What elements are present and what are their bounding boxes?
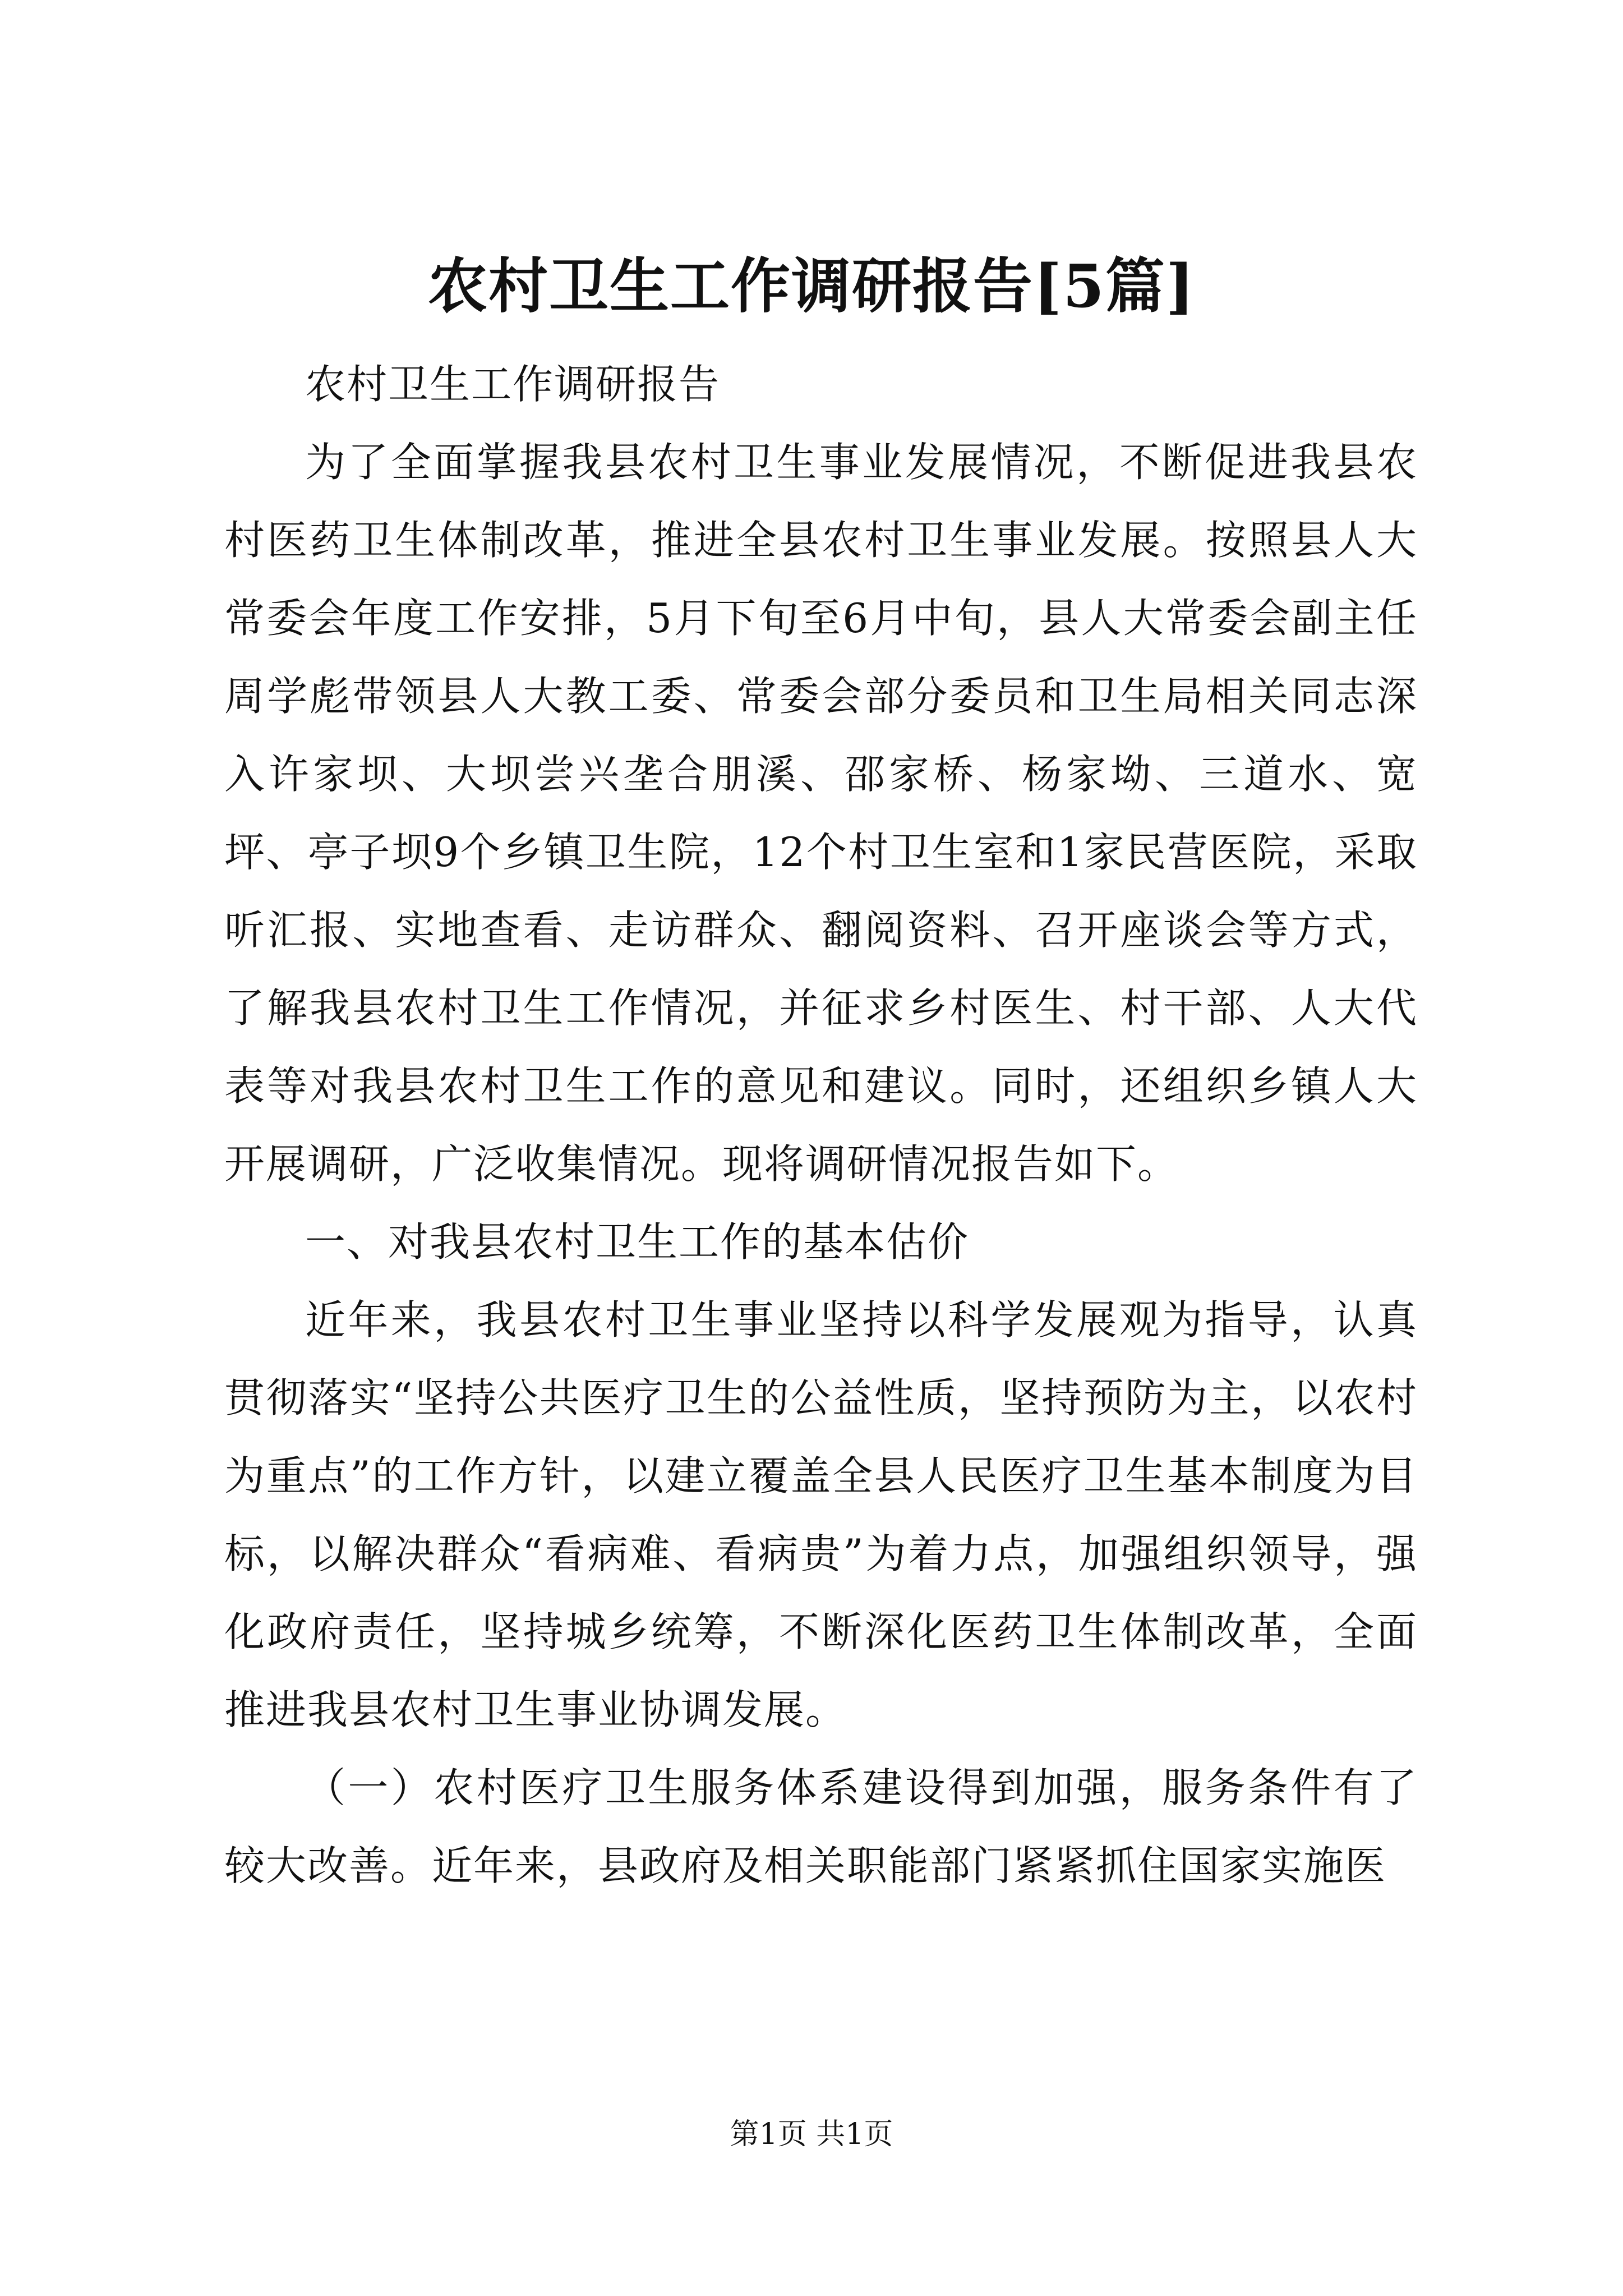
report-subtitle: 农村卫生工作调研报告 [305,361,721,408]
section-heading: 一、对我县农村卫生工作的基本估价 [305,1218,970,1266]
document-title: 农村卫生工作调研报告[5篇] [427,251,1196,321]
document-body [224,346,1418,1905]
overview-paragraph: 近年来，我县农村卫生事业坚持以科学发展观为指导，认真贯彻落实“坚持公共医疗卫生的公益性质，坚持预防为主，以农村为重点”的工作方针，以建立覆盖全县人民医疗卫生基本制度为目标，以解决群众“看病难、看病贵”为着力点，加强组织领导，强化政府责任，坚持城乡统筹，不断深化医药卫生体制改革，全面推进我县农村卫生事业协调发展。 [224,1296,1418,1733]
page-footer: 第1页 共1页 [730,2118,893,2151]
intro-paragraph: 为了全面掌握我县农村卫生事业发展情况，不断促进我县农村医药卫生体制改革，推进全县农村卫生事业发展。按照县人大常委会年度工作安排，5月下旬至6月中旬，县人大常委会副主任周学彪带领县人大教工委、常委会部分委员和卫生局相关同志深入许家坝、大坝尝兴垄合朋溪、邵家桥、杨家坳、三道水、宽坪、亭子坝9个乡镇卫生院，12个村卫生室和1家民营医院，采取听汇报、实地查看、走访群众、翻阅资料、召开座谈会等方式，了解我县农村卫生工作情况，并征求乡村医生、村干部、人大代表等对我县农村卫生工作的意见和建议。同时，还组织乡镇人大开展调研，广泛收集情况。现将调研情况报告如下。 [224,439,1418,1188]
subsection-paragraph: （一）农村医疗卫生服务体系建设得到加强，服务条件有了较大改善。近年来，县政府及相关职能部门紧紧抓住国家实施医 [224,1764,1418,1889]
